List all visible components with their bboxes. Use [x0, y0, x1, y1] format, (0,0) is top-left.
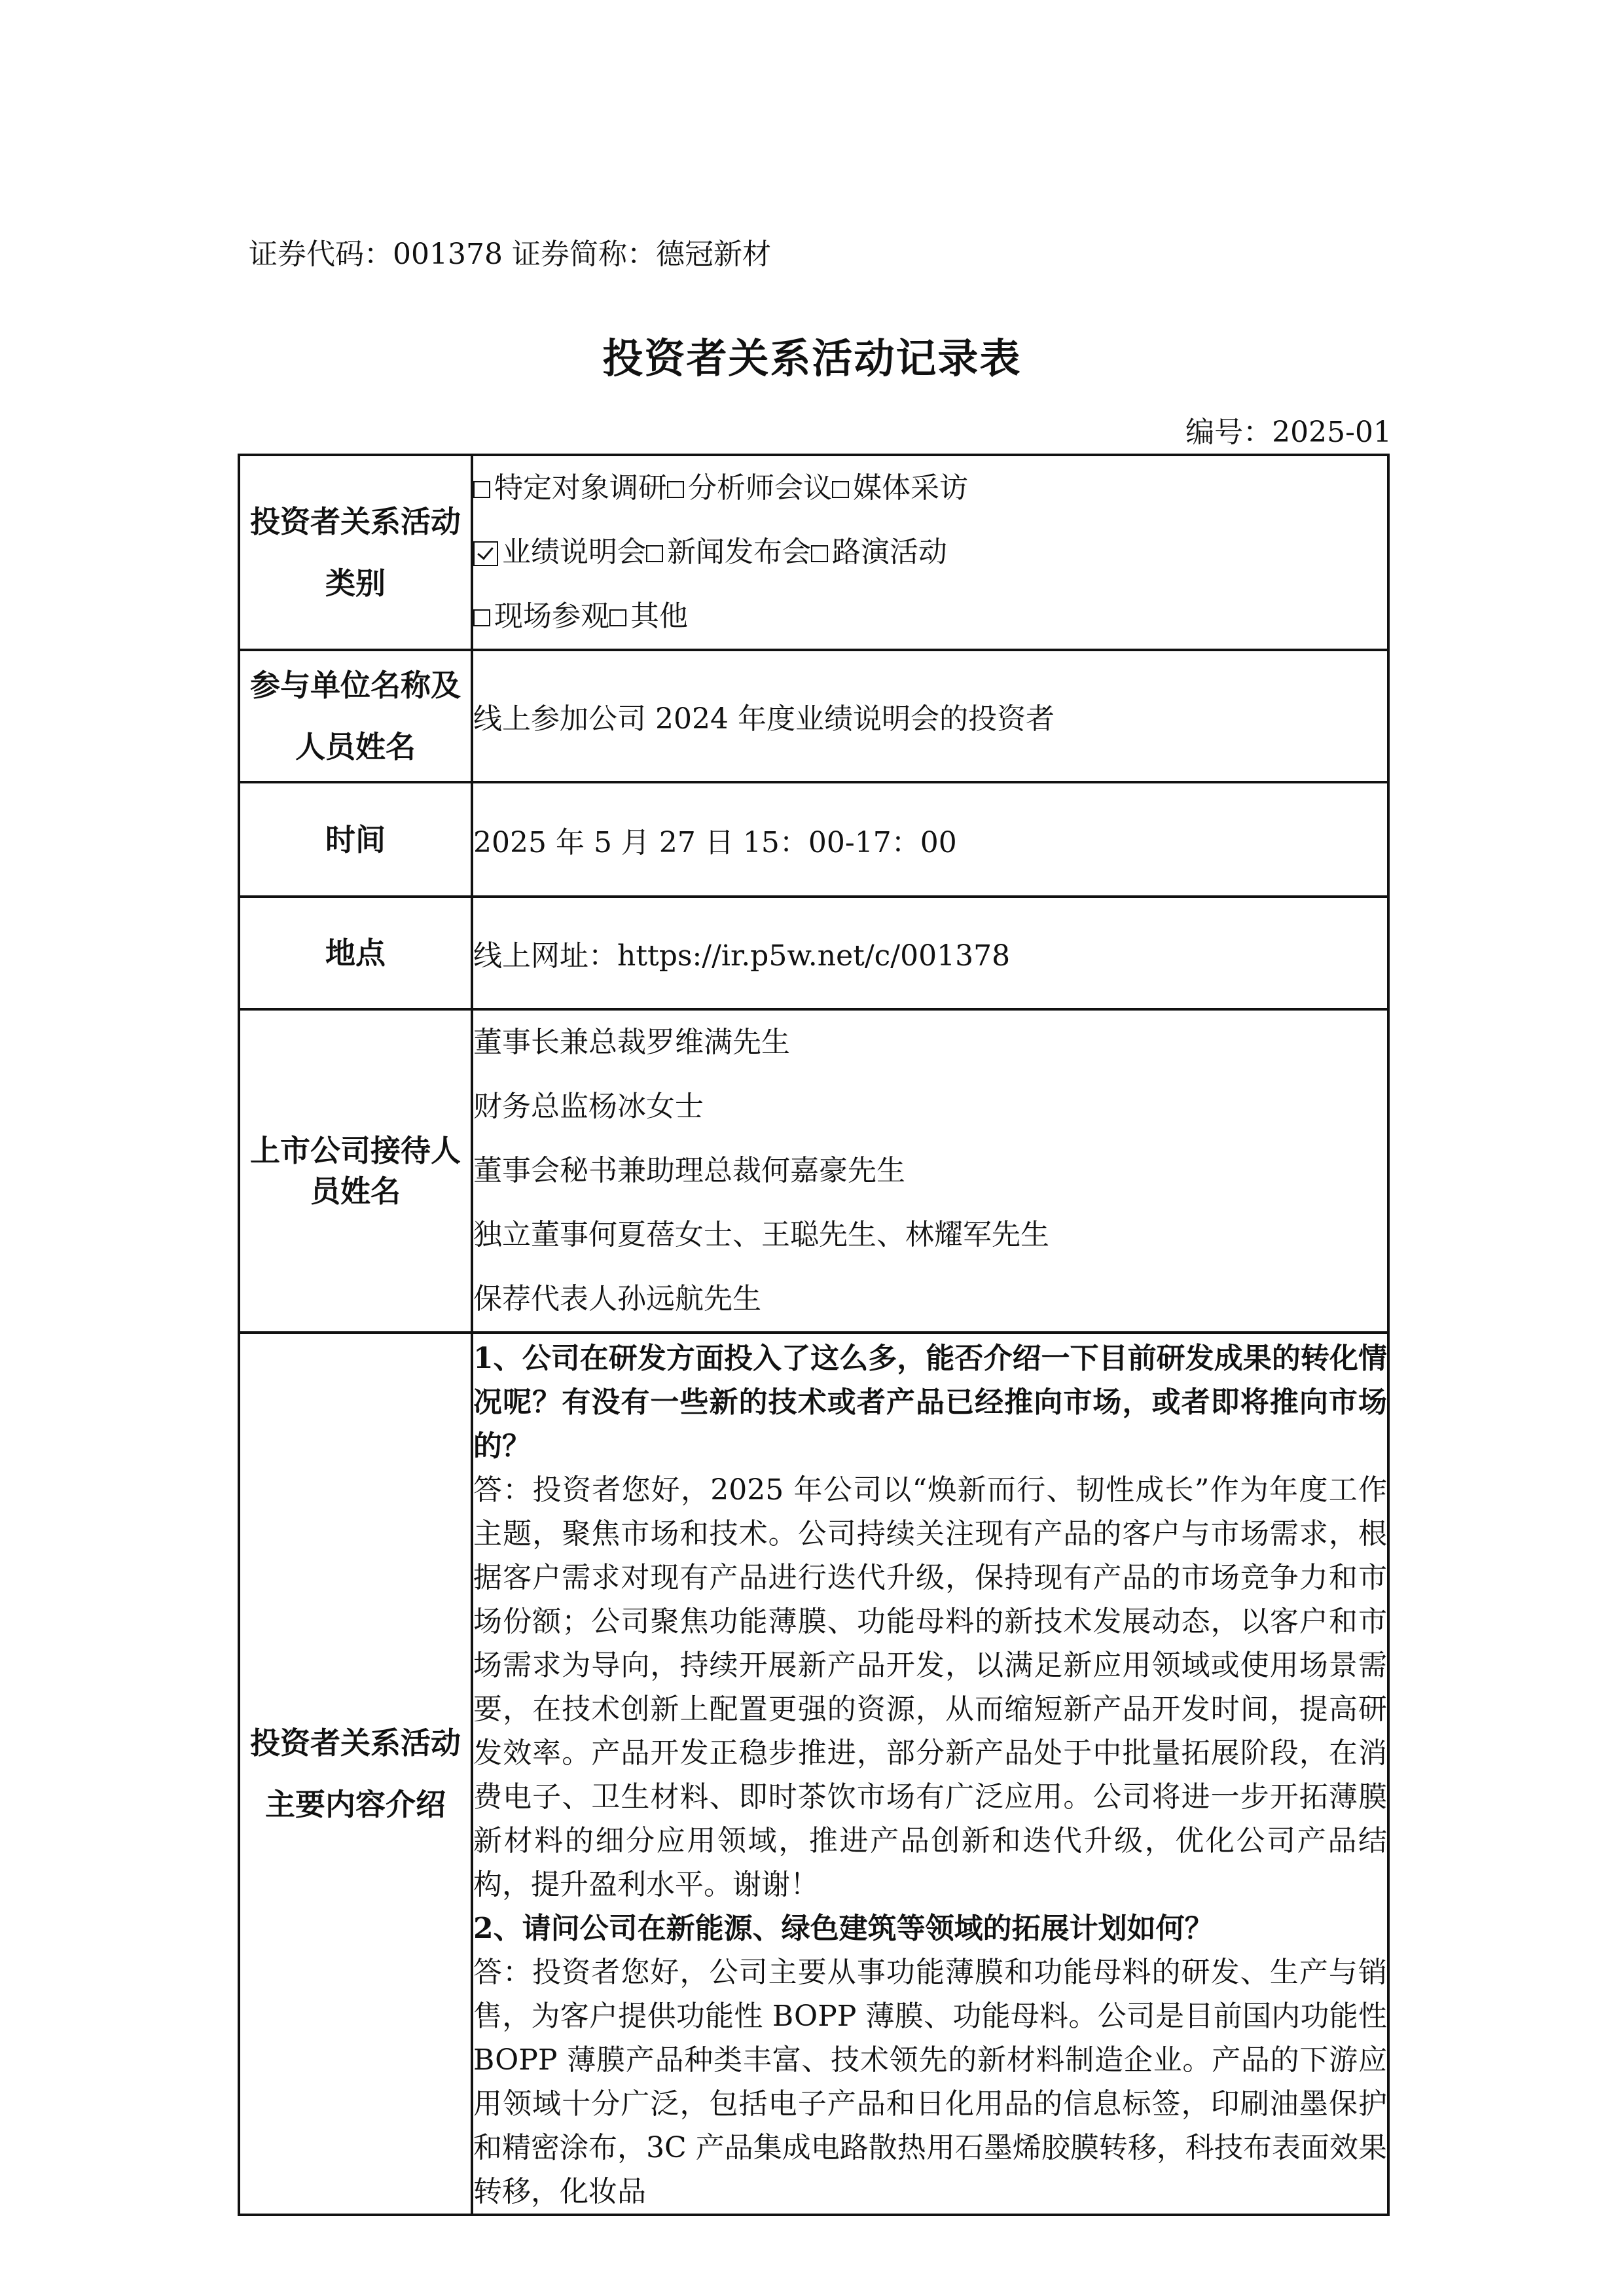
page-title: 投资者关系活动记录表 — [602, 334, 1022, 382]
reception-person: 董事长兼总裁罗维满先生 — [473, 1026, 790, 1059]
reception-person: 董事会秘书兼助理总裁何嘉豪先生 — [473, 1154, 905, 1187]
checkbox-icon[interactable] — [811, 545, 828, 562]
option-label: 新闻发布会 — [667, 535, 811, 569]
label-participants: 参与单位名称及人员姓名 — [239, 650, 472, 782]
label-reception: 上市公司接待人员姓名 — [239, 1009, 472, 1333]
question-1: 1、公司在研发方面投入了这么多，能否介绍一下目前研发成果的转化情况呢？有没有一些新的技术或者产品已经推向市场，或者即将推向市场的？ — [473, 1342, 1387, 1463]
activity-type-options — [472, 455, 1388, 650]
row-reception — [239, 1009, 1388, 1333]
option-label: 路演活动 — [832, 535, 947, 569]
row-main-content — [239, 1333, 1388, 2215]
document-number: 编号：2025-01 — [1185, 416, 1392, 449]
option-label: 媒体采访 — [853, 471, 968, 505]
label-activity-type: 投资者关系活动类别 — [239, 455, 472, 650]
label-main-content: 投资者关系活动主要内容介绍 — [239, 1333, 472, 2215]
time-value: 2025 年 5 月 27 日 15：00-17：00 — [472, 782, 1388, 897]
row-participants — [239, 650, 1388, 782]
checkbox-icon[interactable] — [473, 609, 490, 626]
label-location: 地点 — [239, 897, 472, 1009]
record-table — [238, 454, 1390, 2216]
row-location — [239, 897, 1388, 1009]
label-time: 时间 — [239, 782, 472, 897]
option-label: 业绩说明会 — [502, 535, 646, 569]
checked-checkbox-icon[interactable] — [473, 541, 498, 566]
checkbox-icon[interactable] — [609, 609, 626, 626]
reception-list — [472, 1009, 1388, 1333]
checkbox-icon[interactable] — [832, 481, 849, 498]
qa-content — [472, 1333, 1388, 2215]
question-2: 2、请问公司在新能源、绿色建筑等领域的拓展计划如何？ — [473, 1912, 1214, 1945]
checkbox-icon[interactable] — [667, 481, 684, 498]
security-code-line: 证券代码：001378 证券简称：德冠新材 — [249, 238, 771, 271]
option-label: 分析师会议 — [688, 471, 832, 505]
location-value: 线上网址：https://ir.p5w.net/c/001378 — [472, 897, 1388, 1009]
reception-person: 保荐代表人孙远航先生 — [473, 1282, 761, 1316]
option-label: 特定对象调研 — [494, 471, 667, 505]
row-time — [239, 782, 1388, 897]
option-label: 现场参观 — [494, 600, 609, 633]
answer-2: 答：投资者您好，公司主要从事功能薄膜和功能母料的研发、生产与销售，为客户提供功能性 BOPP 薄膜、功能母料。公司是目前国内功能性 BOPP 薄膜产品种类丰富、技术领先的新材料制造企业。产品的下游应用领域十分广泛，包括电子产品和日化用品的信息标签，印刷油墨保护和精密涂布，3C 产品集成电路散热用石墨烯胶膜转移，科技布表面效果转移，化妆品 — [473, 1956, 1387, 2208]
reception-person: 财务总监杨冰女士 — [473, 1090, 704, 1123]
row-activity-type — [239, 455, 1388, 650]
checkbox-icon[interactable] — [473, 481, 490, 498]
participants-value: 线上参加公司 2024 年度业绩说明会的投资者 — [472, 650, 1388, 782]
answer-1: 答：投资者您好，2025 年公司以“焕新而行、韧性成长”作为年度工作主题，聚焦市场和技术。公司持续关注现有产品的客户与市场需求，根据客户需求对现有产品进行迭代升级，保持现有产品的市场竞争力和市场份额；公司聚焦功能薄膜、功能母料的新技术发展动态，以客户和市场需求为导向，持续开展新产品开发，以满足新应用领域或使用场景需要，在技术创新上配置更强的资源，从而缩短新产品开发时间，提高研发效率。产品开发正稳步推进，部分新产品处于中批量拓展阶段，在消费电子、卫生材料、即时茶饮市场有广泛应用。公司将进一步开拓薄膜新材料的细分应用领域，推进产品创新和迭代升级，优化公司产品结构，提升盈利水平。谢谢！ — [473, 1473, 1387, 1901]
reception-person: 独立董事何夏蓓女士、王聪先生、林耀军先生 — [473, 1218, 1049, 1251]
checkbox-icon[interactable] — [646, 545, 663, 562]
option-label: 其他 — [630, 600, 688, 633]
